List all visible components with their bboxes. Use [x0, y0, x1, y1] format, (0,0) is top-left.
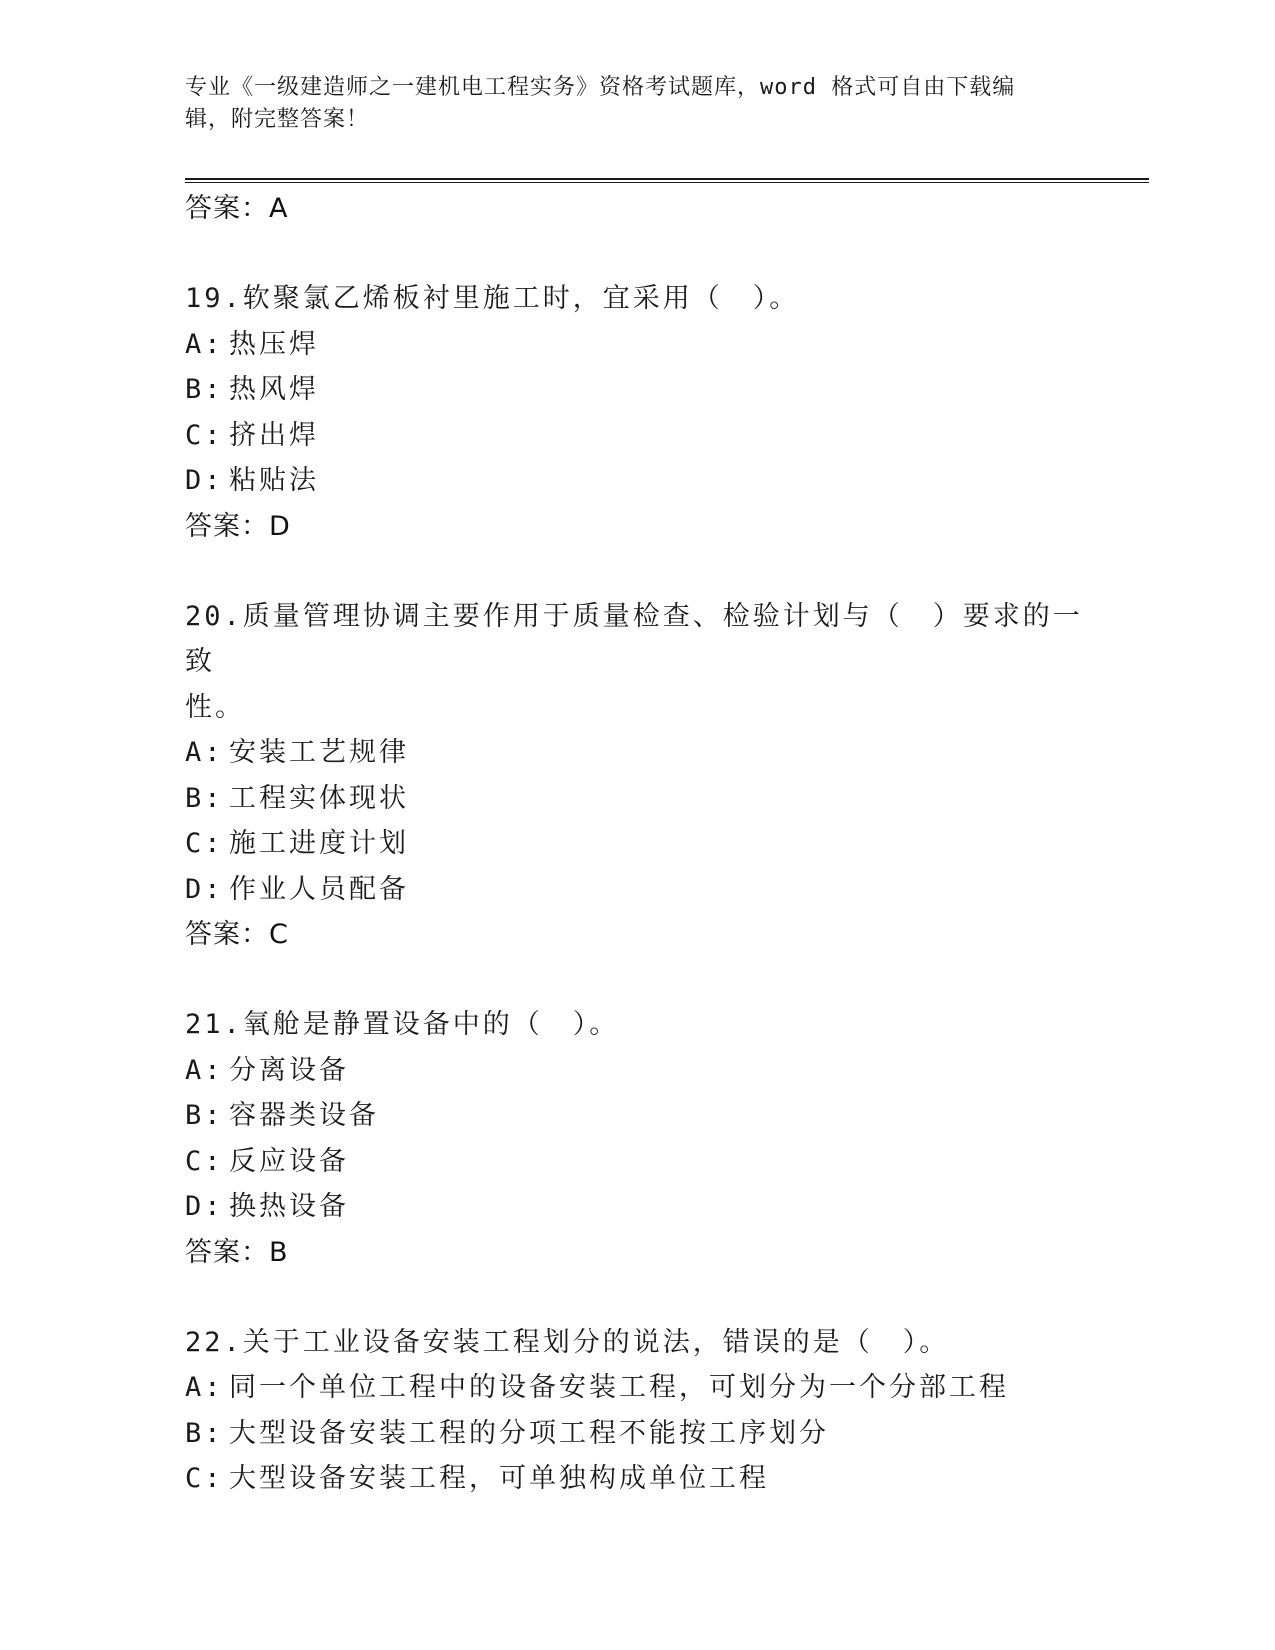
option-text: 施工进度计划: [229, 828, 409, 859]
option-text: 挤出焊: [229, 419, 319, 451]
option-text: 同一个单位工程中的设备安装工程，可划分为一个分部工程: [229, 1372, 1009, 1403]
option-letter: C:: [185, 1463, 224, 1494]
question-19: [185, 276, 1085, 550]
option-b: [185, 367, 1085, 413]
question-stem: 20.质量管理协调主要作用于质量检查、检验计划与（ ）要求的一致: [185, 600, 1083, 677]
option-text: 反应设备: [229, 1145, 349, 1177]
option-text: 容器类设备: [229, 1100, 379, 1131]
question-list: [185, 186, 1085, 1502]
option-letter: C:: [185, 828, 224, 859]
option-text: 热风焊: [229, 374, 319, 405]
option-b: [185, 1411, 1085, 1457]
answer: 答案：D: [185, 510, 291, 542]
option-text: 换热设备: [229, 1191, 349, 1222]
option-text: 安装工艺规律: [229, 737, 409, 768]
option-c: [185, 1139, 1085, 1185]
question-stem-continued: 性。: [185, 691, 245, 723]
answer: 答案：B: [185, 1236, 289, 1268]
option-d: [185, 867, 1085, 913]
option-letter: B:: [185, 1100, 224, 1131]
question-stem: 19.软聚氯乙烯板衬里施工时，宜采用（ ）。: [185, 283, 800, 314]
option-text: 热压焊: [229, 328, 319, 360]
answer: 答案：C: [185, 919, 289, 950]
option-c: [185, 821, 1085, 867]
header-rule-thick: [185, 178, 1149, 180]
header-note: [185, 72, 1065, 136]
question-stem: 21.氧舱是静置设备中的（ ）。: [185, 1009, 620, 1040]
option-letter: A:: [185, 1372, 224, 1403]
option-letter: A:: [185, 328, 224, 360]
question-20: [185, 594, 1085, 959]
option-letter: D:: [185, 465, 224, 496]
answer-previous: 答案：A: [185, 193, 289, 224]
option-b: [185, 776, 1085, 822]
option-b: [185, 1093, 1085, 1139]
option-letter: B:: [185, 374, 224, 405]
option-a: [185, 1048, 1085, 1094]
option-letter: A:: [185, 737, 224, 768]
question-22: [185, 1320, 1085, 1502]
option-letter: D:: [185, 1191, 224, 1222]
option-a: [185, 322, 1085, 368]
header-rule-thin: [185, 182, 1149, 183]
option-letter: C:: [185, 419, 224, 451]
option-d: [185, 1184, 1085, 1230]
option-a: [185, 730, 1085, 776]
option-d: [185, 458, 1085, 504]
option-a: [185, 1365, 1085, 1411]
option-text: 作业人员配备: [229, 873, 409, 905]
option-c: [185, 413, 1085, 459]
question-21: [185, 1002, 1085, 1276]
header-note-line2: 辑，附完整答案！: [185, 107, 370, 132]
option-letter: A:: [185, 1054, 224, 1086]
header-note-line1: 专业《一级建造师之一建机电工程实务》资格考试题库，word 格式可自由下载编: [185, 75, 1016, 100]
option-text: 大型设备安装工程，可单独构成单位工程: [229, 1463, 769, 1494]
option-letter: D:: [185, 873, 224, 905]
option-letter: B:: [185, 782, 224, 814]
option-text: 分离设备: [229, 1054, 349, 1086]
option-text: 粘贴法: [229, 465, 319, 496]
option-letter: B:: [185, 1417, 224, 1449]
option-letter: C:: [185, 1145, 224, 1177]
option-text: 大型设备安装工程的分项工程不能按工序划分: [229, 1417, 829, 1449]
option-text: 工程实体现状: [229, 782, 409, 814]
option-c: [185, 1456, 1085, 1502]
question-stem: 22.关于工业设备安装工程划分的说法，错误的是（ ）。: [185, 1326, 950, 1358]
